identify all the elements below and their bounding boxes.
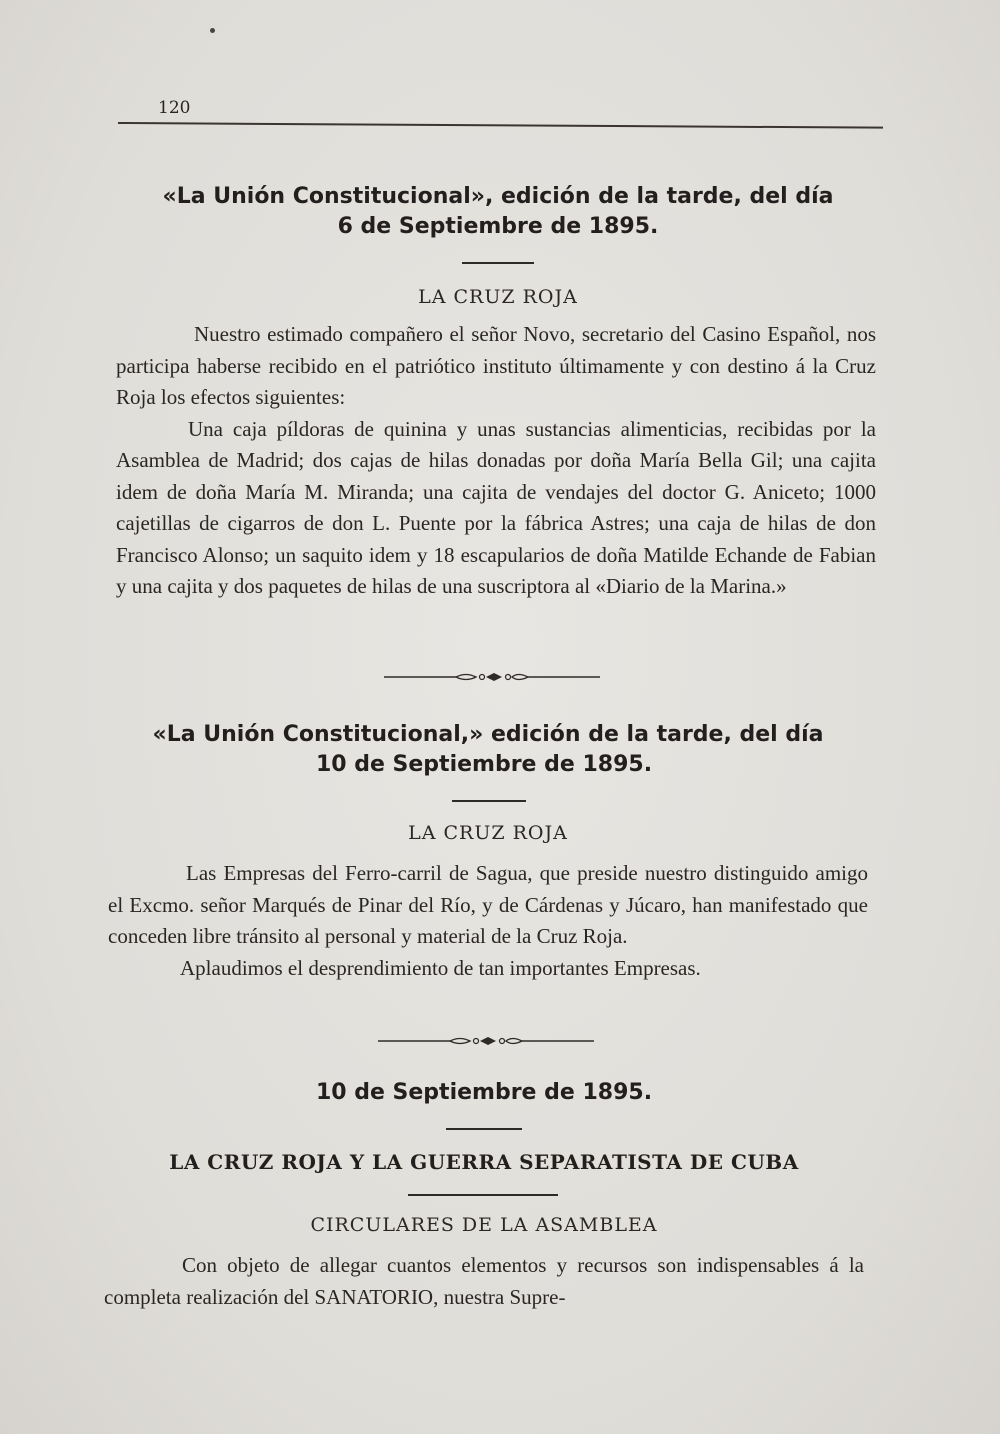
- section-1-heading-line1: «La Unión Constitucional», edición de la tarde, del día: [162, 184, 834, 209]
- section-2-paragraph-2: Aplaudimos el desprendimiento de tan importantes Empresas.: [180, 955, 701, 980]
- section-2-divider: [452, 800, 526, 802]
- section-3-paragraph-1: Con objeto de allegar cuantos elementos y recursos son indispensables á la completa realización del SANATORIO, nuestra Supre-: [104, 1253, 864, 1309]
- section-1-divider: [462, 262, 534, 264]
- section-3-title: LA CRUZ ROJA Y LA GUERRA SEPARATISTA DE CUBA: [169, 1150, 799, 1174]
- section-1-body: [116, 319, 876, 603]
- section-1-paragraph-1: Nuestro estimado compañero el señor Novo, secretario del Casino Español, nos participa haberse recibido en el patriótico instituto últimamente y con destino á la Cruz Roja los efectos siguientes:: [116, 322, 876, 409]
- section-2-body: [108, 858, 868, 984]
- section-1-paragraph-2: Una caja píldoras de quinina y unas sustancias alimenticias, recibidas por la Asamblea de Madrid; dos cajas de hilas donadas por doña María Bella Gil; una cajita idem de doña María M. Miranda; una cajita de vendajes del doctor G. Aniceto; 1000 cajetillas de cigarros de don L. Puente por la fábrica Astres; una caja de hilas de don Francisco Alonso; un saquito idem y 18 escapularios de doña Matilde Echande de Fabian y una cajita y dos paquetes de hilas de una suscriptora al «Diario de la Marina.»: [116, 416, 876, 598]
- page-number: 120: [158, 98, 191, 118]
- section-3-divider: [446, 1128, 522, 1130]
- section-3-body: [104, 1250, 864, 1313]
- section-2-heading-line2: 10 de Septiembre de 1895.: [315, 752, 653, 777]
- section-2-title: LA CRUZ ROJA: [408, 822, 568, 844]
- header-rule: [118, 122, 883, 129]
- ornament-divider-2: [378, 1034, 594, 1048]
- section-3-subtitle: CIRCULARES DE LA ASAMBLEA: [310, 1214, 658, 1236]
- section-3-date: 10 de Septiembre de 1895.: [315, 1080, 653, 1105]
- ornament-divider-1: [384, 670, 600, 684]
- section-1-title: LA CRUZ ROJA: [418, 286, 578, 308]
- section-3-title-divider: [408, 1194, 558, 1196]
- section-2-paragraph-1: Las Empresas del Ferro-carril de Sagua, que preside nuestro distinguido amigo el Excmo. señor Marqués de Pinar del Río, y de Cárdenas y Júcaro, han manifestado que conceden libre tránsito al personal y material de la Cruz Roja.: [108, 861, 868, 948]
- ink-speck: [210, 28, 215, 33]
- section-2-heading-line1: «La Unión Constitucional,» edición de la tarde, del día: [152, 722, 824, 747]
- section-1-heading-line2: 6 de Septiembre de 1895.: [337, 214, 659, 239]
